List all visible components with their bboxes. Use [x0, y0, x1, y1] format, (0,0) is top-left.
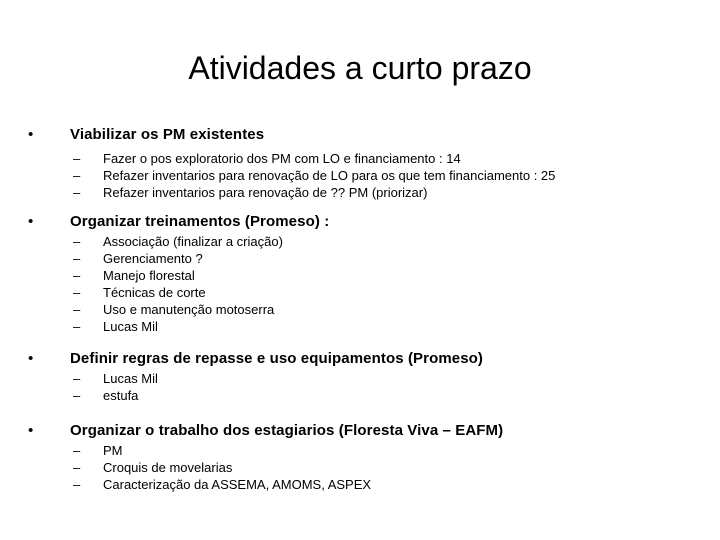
section-heading: Viabilizar os PM existentes	[70, 126, 265, 143]
list-item-text: Refazer inventarios para renovação de LO para os que tem financiamento : 25	[103, 168, 556, 183]
dash-icon: –	[73, 388, 81, 403]
list-item	[0, 387, 720, 404]
dash-icon: –	[73, 151, 81, 166]
list-item	[0, 459, 720, 476]
dash-icon: –	[73, 268, 81, 283]
list-item	[0, 476, 720, 493]
dash-icon: –	[73, 371, 81, 386]
list-item-text: Gerenciamento ?	[103, 251, 203, 266]
bullet-dot-icon: •	[28, 422, 34, 439]
list-item	[0, 250, 720, 267]
list-item-text: Fazer o pos exploratorio dos PM com LO e financiamento : 14	[103, 151, 461, 166]
list-item	[0, 167, 720, 184]
section-heading: Organizar treinamentos (Promeso) :	[70, 213, 330, 230]
section-heading: Definir regras de repasse e uso equipamentos (Promeso)	[70, 350, 484, 367]
dash-icon: –	[73, 477, 81, 492]
list-item-text: Lucas Mil	[103, 319, 158, 334]
list-item	[0, 184, 720, 201]
bullet-dot-icon: •	[28, 126, 34, 143]
list-item-text: Refazer inventarios para renovação de ?? PM (priorizar)	[103, 185, 428, 200]
section-heading: Organizar o trabalho dos estagiarios (Floresta Viva – EAFM)	[70, 422, 504, 439]
section-2	[0, 211, 720, 335]
bullet-line	[0, 124, 720, 146]
dash-icon: –	[73, 185, 81, 200]
dash-icon: –	[73, 319, 81, 334]
section-3	[0, 348, 720, 404]
list-item-text: PM	[103, 443, 123, 458]
list-item-text: Uso e manutenção motoserra	[103, 302, 275, 317]
dash-icon: –	[73, 443, 81, 458]
section-4	[0, 420, 720, 493]
list-item	[0, 150, 720, 167]
bullet-line	[0, 420, 720, 442]
dash-icon: –	[73, 302, 81, 317]
dash-icon: –	[73, 460, 81, 475]
dash-icon: –	[73, 285, 81, 300]
slide-title: Atividades a curto prazo	[188, 50, 532, 86]
list-item-text: estufa	[103, 388, 139, 403]
list-item	[0, 267, 720, 284]
bullet-line	[0, 211, 720, 233]
list-item	[0, 284, 720, 301]
section-1	[0, 124, 720, 201]
list-item-text: Lucas Mil	[103, 371, 158, 386]
dash-icon: –	[73, 168, 81, 183]
bullet-dot-icon: •	[28, 350, 34, 367]
list-item-text: Croquis de movelarias	[103, 460, 233, 475]
list-item	[0, 301, 720, 318]
bullet-dot-icon: •	[28, 213, 34, 230]
list-item-text: Manejo florestal	[103, 268, 195, 283]
list-item	[0, 370, 720, 387]
dash-icon: –	[73, 251, 81, 266]
list-item-text: Caracterização da ASSEMA, AMOMS, ASPEX	[103, 477, 372, 492]
list-item-text: Associação (finalizar a criação)	[103, 234, 283, 249]
bullet-line	[0, 348, 720, 370]
list-item	[0, 318, 720, 335]
dash-icon: –	[73, 234, 81, 249]
list-item-text: Técnicas de corte	[103, 285, 206, 300]
list-item	[0, 233, 720, 250]
list-item	[0, 442, 720, 459]
